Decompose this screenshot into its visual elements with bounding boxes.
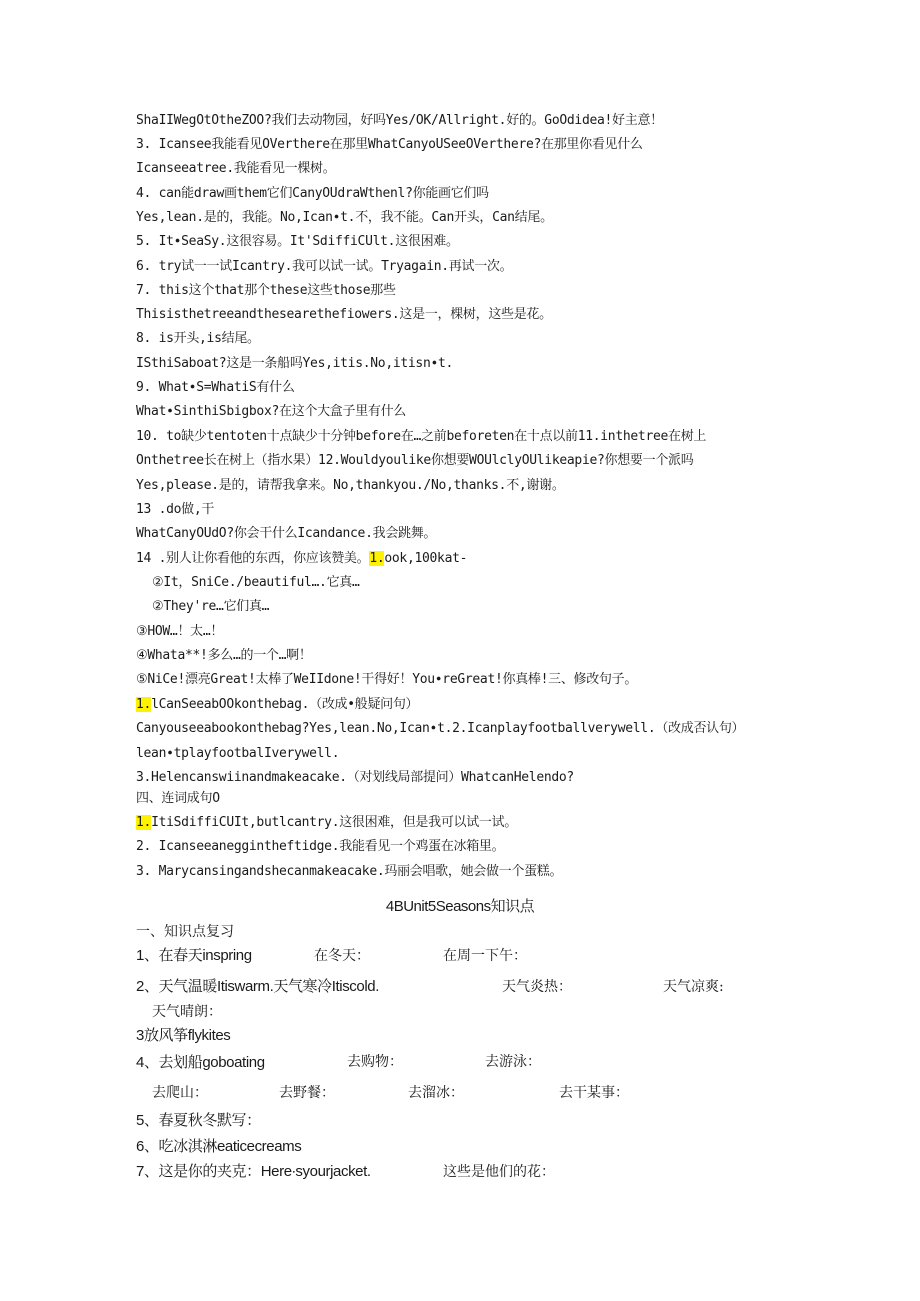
text-line: ⑤NiCe!漂亮Great!太棒了WeIIdone!干得好！You∙reGreat!你真棒!三、修改句子。	[136, 672, 638, 687]
review-item-6: 6、吃冰淇淋eaticecreams	[136, 1138, 302, 1155]
text-line: ShaIIWegOtOtheZOO?我们去动物园，好吗Yes/OK/Allright.好的。GoOdidea!好主意！	[136, 113, 663, 128]
text-line: lean∙tplayfootbalIverywell.	[136, 746, 340, 761]
section-title: 4BUnit5Seasons知识点	[385, 898, 535, 915]
review-item-4-blank: 去野餐：	[279, 1085, 335, 1101]
text-line: Thisisthetreeandthesearethefiowers.这是一，棵树，这些是花。	[136, 307, 552, 322]
review-item-1-blank: 在周一下午：	[443, 948, 527, 964]
text-line-item14	[136, 550, 467, 568]
text-line: 8. is开头,is结尾。	[136, 331, 260, 346]
connect1-text: ItiSdiffiCUIt,butlcantry.这很困难，但是我可以试一试。	[151, 815, 518, 830]
sub-line: ②It，SniCe./beautiful….它真…	[152, 575, 360, 590]
text-line: 10. to缺少tentoten十点缺少十分钟before在…之前beforeten在十点以前11.inthetree在树上	[136, 429, 707, 444]
review-heading: 一、知识点复习	[136, 924, 234, 940]
highlight-marker: 1.	[369, 551, 385, 566]
text-line: WhatCanyOUdO?你会干什么Icandance.我会跳舞。	[136, 526, 437, 541]
text-line: 9. What∙S=WhatiS有什么	[136, 380, 295, 395]
text-line: Yes,please.是的，请帮我拿来。No,thankyou./No,thanks.不,谢谢。	[136, 478, 565, 493]
revise1-text: lCanSeeabOOkonthebag.（改成•般疑问句）	[151, 697, 419, 712]
text-line-revise1	[136, 696, 418, 714]
review-item-4-blank: 去购物：	[347, 1054, 403, 1070]
text-line: ③HOW…！太…！	[136, 624, 224, 639]
review-item-2-blank: 天气炎热：	[502, 979, 572, 995]
text-line: 3. Marycansingandshecanmakeacake.玛丽会唱歌，她会做一个蛋糕。	[136, 864, 563, 879]
review-item-2: 2、天气温暖Itiswarm.天气寒冷Itiscold.	[136, 978, 379, 995]
review-item-3: 3放风筝flykites	[136, 1027, 231, 1044]
text-line: Icanseeatree.我能看见一棵树。	[136, 161, 336, 176]
text-line: ④Whata**!多么…的一个…啊！	[136, 648, 312, 663]
review-item-1-blank: 在冬天：	[314, 948, 370, 964]
text-line: 2. Icanseeaneggintheftidge.我能看见一个鸡蛋在冰箱里。	[136, 839, 505, 854]
text-line: 3.Helencanswiinandmakeacake.（对划线局部提问）WhatcanHelendo?	[136, 770, 574, 785]
review-item-1: 1、在春天inspring	[136, 947, 252, 964]
sub-line: ②They're…它们真…	[152, 599, 270, 614]
item14-rest: ook,100kat-	[384, 551, 468, 566]
review-item-7-blank: 这些是他们的花：	[443, 1164, 555, 1180]
text-line: What∙SinthiSbigbox?在这个大盒子里有什么	[136, 404, 407, 419]
review-item-7: 7、这是你的夹克：Here∙syourjacket.	[136, 1163, 371, 1180]
text-line-connect1	[136, 814, 517, 832]
highlight-marker: 1.	[136, 815, 152, 830]
text-line: 6. try试一一试Icantry.我可以试一试。Tryagain.再试一次。	[136, 259, 513, 274]
text-line: 7. this这个that那个these这些those那些	[136, 283, 396, 298]
text-line: 3. Icansee我能看见OVerthere在那里WhatCanyoUSeeOVerthere?在那里你看见什么	[136, 137, 643, 152]
text-line: Yes,lean.是的，我能。No,Ican∙t.不，我不能。Can开头，Can结尾。	[136, 210, 553, 225]
text-line: ISthiSaboat?这是一条船吗Yes,itis.No,itisn∙t.	[136, 356, 454, 371]
review-item-4-blank: 去爬山：	[152, 1085, 208, 1101]
text-line: Canyouseeabookonthebag?Yes,lean.No,Ican∙t.2.Icanplayfootballverywell.（改成否认句）	[136, 721, 745, 736]
review-item-2-blank: 天气凉爽:	[663, 979, 724, 995]
review-item-2-blank: 天气晴朗：	[152, 1004, 222, 1020]
item14-text: 14 .别人让你看他的东西，你应该赞美。	[136, 551, 370, 566]
text-line: 四、连词成句O	[136, 791, 220, 806]
text-line: 4. can能draw画them它们CanyOUdraWthenl?你能画它们吗	[136, 186, 489, 201]
review-item-4-blank: 去干某事：	[559, 1085, 629, 1101]
review-item-4: 4、去划船goboating	[136, 1054, 265, 1071]
text-line: 5. It∙SeaSy.这很容易。It'SdiffiCUlt.这很困难。	[136, 234, 459, 249]
text-line: 13 .do做,干	[136, 502, 215, 517]
review-item-5: 5、春夏秋冬默写：	[136, 1112, 261, 1129]
highlight-marker: 1.	[136, 697, 152, 712]
text-line: Onthetree长在树上（指水果）12.Wouldyoulike你想要WOUlclyOUlikeapie?你想要一个派吗	[136, 453, 694, 468]
review-item-4-blank: 去游泳：	[485, 1054, 541, 1070]
review-item-4-blank: 去溜冰：	[408, 1085, 464, 1101]
